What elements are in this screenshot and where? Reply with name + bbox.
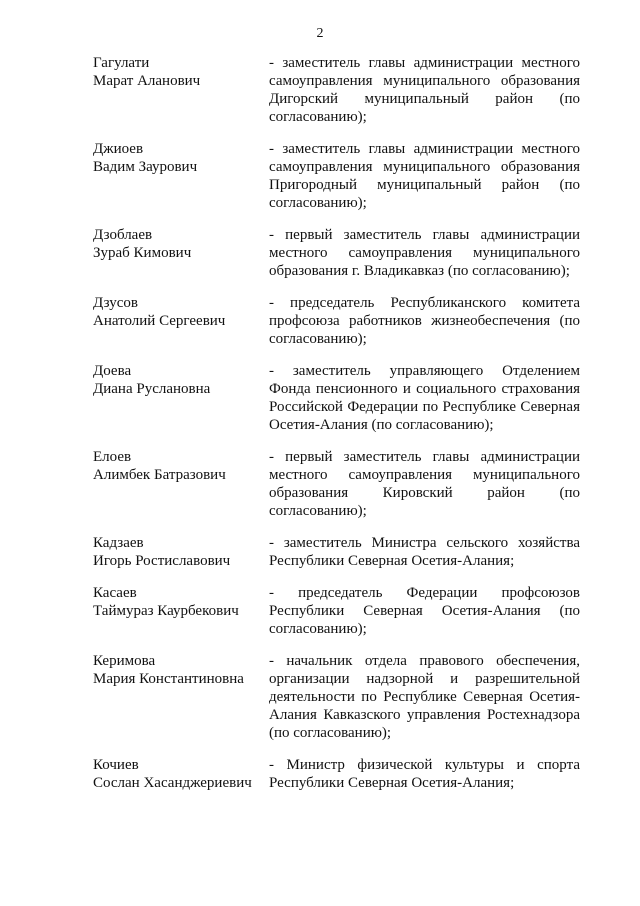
members-list bbox=[93, 54, 580, 792]
list-item bbox=[93, 584, 580, 638]
member-position: - заместитель главы администрации местного самоуправления муниципального образования Пригородный муниципальный район (по согласованию); bbox=[269, 141, 580, 211]
member-position: - начальник отдела правового обеспечения, организации надзорной и разрешительной деятельности по Республике Северная Осетия-Алания Кавказского управления Ростехнадзора (по согласованию); bbox=[269, 653, 580, 741]
member-name bbox=[93, 448, 269, 484]
member-surname: Керимова bbox=[93, 653, 156, 669]
member-given-name: Зураб Кимович bbox=[93, 245, 192, 261]
member-given-name: Алимбек Батразович bbox=[93, 467, 226, 483]
page-number: 2 bbox=[316, 26, 324, 41]
member-surname: Дзоблаев bbox=[93, 227, 153, 243]
list-item bbox=[93, 140, 580, 212]
member-given-name: Марат Аланович bbox=[93, 73, 201, 89]
member-name bbox=[93, 534, 269, 570]
member-given-name: Диана Руслановна bbox=[93, 381, 211, 397]
member-position: - Министр физической культуры и спорта Республики Северная Осетия-Алания; bbox=[269, 757, 580, 791]
member-surname: Дзусов bbox=[93, 295, 138, 311]
member-name bbox=[93, 294, 269, 330]
member-given-name: Сослан Хасанджериевич bbox=[93, 775, 252, 791]
member-given-name: Вадим Заурович bbox=[93, 159, 198, 175]
member-name bbox=[93, 584, 269, 620]
member-surname: Джиоев bbox=[93, 141, 144, 157]
list-item bbox=[93, 294, 580, 348]
member-surname: Елоев bbox=[93, 449, 132, 465]
member-position: - первый заместитель главы администрации местного самоуправления муниципального образования Кировский район (по согласованию); bbox=[269, 449, 580, 519]
member-given-name: Мария Константиновна bbox=[93, 671, 244, 687]
member-position: - заместитель управляющего Отделением Фонда пенсионного и социального страхования Российской Федерации по Республике Северная Осетия-Алания (по согласованию); bbox=[269, 363, 580, 433]
member-name bbox=[93, 756, 269, 792]
member-surname: Касаев bbox=[93, 585, 137, 601]
list-item bbox=[93, 362, 580, 434]
member-given-name: Анатолий Сергеевич bbox=[93, 313, 226, 329]
list-item bbox=[93, 652, 580, 742]
member-surname: Кочиев bbox=[93, 757, 139, 773]
list-item bbox=[93, 756, 580, 792]
member-surname: Доева bbox=[93, 363, 132, 379]
list-item bbox=[93, 226, 580, 280]
member-name bbox=[93, 652, 269, 688]
member-given-name: Игорь Ростиславович bbox=[93, 553, 231, 569]
member-given-name: Таймураз Каурбекович bbox=[93, 603, 239, 619]
member-position: - заместитель Министра сельского хозяйства Республики Северная Осетия-Алания; bbox=[269, 535, 580, 569]
list-item bbox=[93, 534, 580, 570]
member-name bbox=[93, 226, 269, 262]
member-position: - первый заместитель главы администрации местного самоуправления муниципального образования г. Владикавказ (по согласованию); bbox=[269, 227, 580, 279]
member-name bbox=[93, 362, 269, 398]
list-item bbox=[93, 448, 580, 520]
member-surname: Кадзаев bbox=[93, 535, 144, 551]
member-position: - заместитель главы администрации местного самоуправления муниципального образования Дигорский муниципальный район (по согласованию); bbox=[269, 55, 580, 125]
list-item bbox=[93, 54, 580, 126]
member-position: - председатель Республиканского комитета профсоюза работников жизнеобеспечения (по согласованию); bbox=[269, 295, 580, 347]
member-name bbox=[93, 54, 269, 90]
member-surname: Гагулати bbox=[93, 55, 150, 71]
member-name bbox=[93, 140, 269, 176]
member-position: - председатель Федерации профсоюзов Республики Северная Осетия-Алания (по согласованию); bbox=[269, 585, 580, 637]
